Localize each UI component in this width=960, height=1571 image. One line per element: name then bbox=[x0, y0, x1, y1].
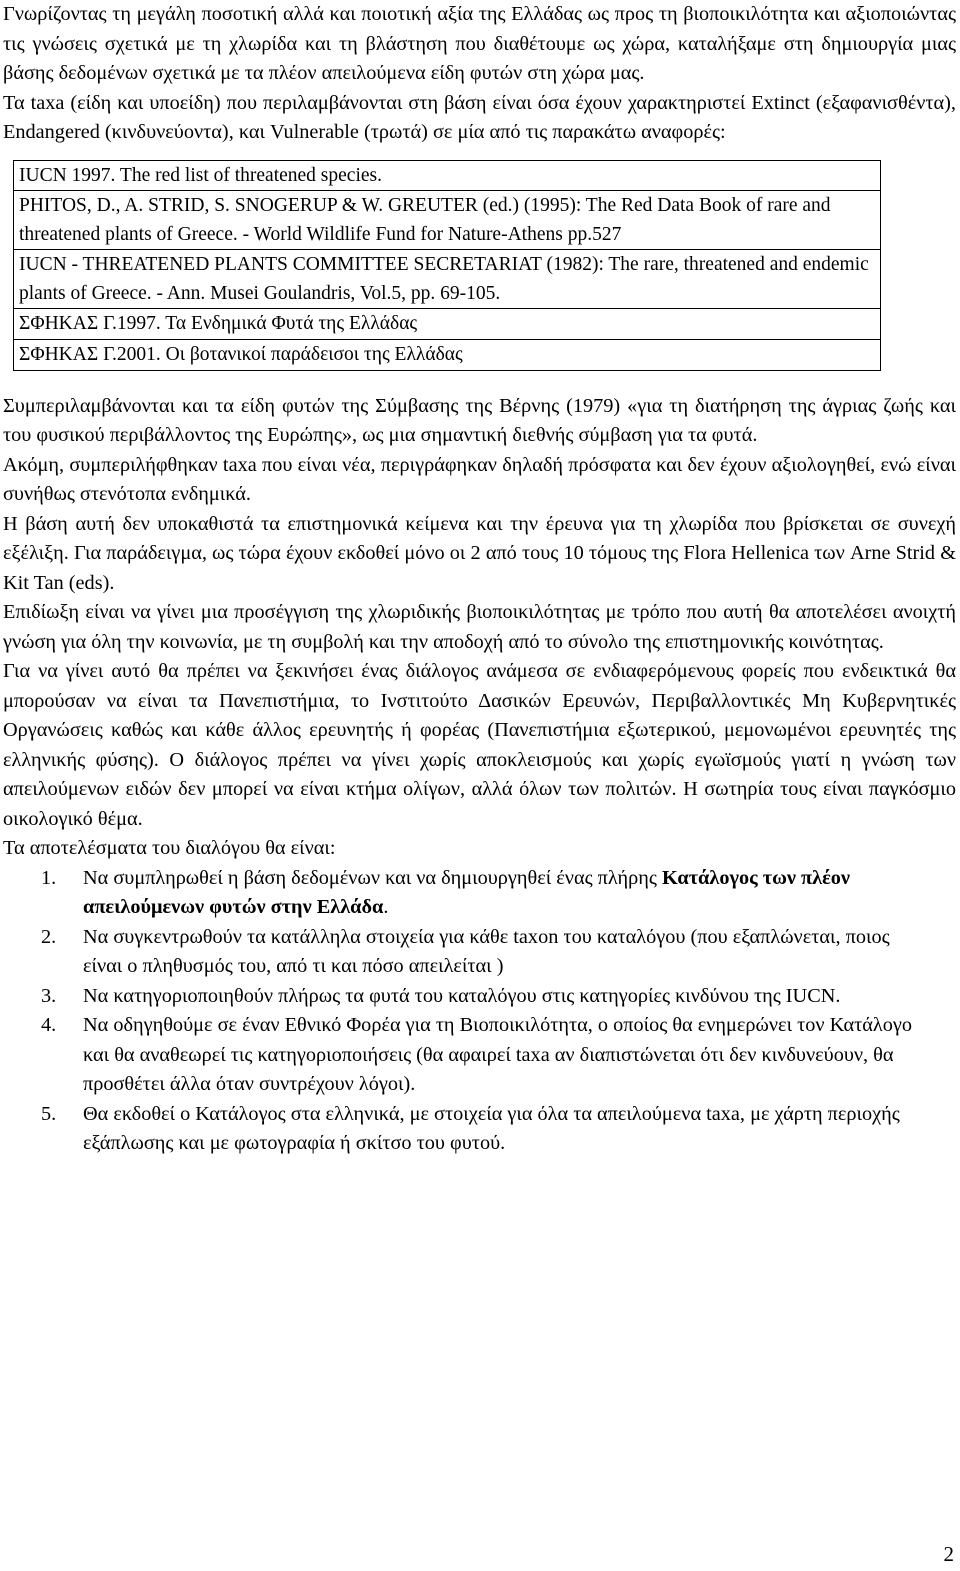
bern-convention-paragraph: Συμπεριλαμβάνονται και τα είδη φυτών της Σύμβασης της Βέρνης (1979) «για τη διατήρηση της άγριας ζωής και του φυσικού περιβάλλοντος της Ευρώπης», ως μια σημαντική διεθνής σύμβαση για τα φυτά. bbox=[3, 394, 956, 447]
table-row bbox=[14, 191, 881, 250]
list-item-text: Να κατηγοριοποιηθούν πλήρως τα φυτά του καταλόγου στις κατηγορίες κινδύνου της IUCN. bbox=[83, 984, 841, 1007]
list-item bbox=[3, 982, 928, 1012]
reference-cell: IUCN 1997. The red list of threatened species. bbox=[14, 160, 881, 191]
dialogue-paragraph: Για να γίνει αυτό θα πρέπει να ξεκινήσει ένας διάλογος ανάμεσα σε ενδιαφερόμενους φορείς που ενδεικτικά θα μπορούσαν να είναι τα Πανεπιστήμια, το Ινστιτούτο Δασικών Ερευνών, Περιβαλλοντικές Μη Κυβερνητικές Οργανώσεις καθώς και κάθε άλλος ερευνητής ή φορέας (Πανεπιστήμια εξωτερικού, μεμονωμένοι ερευνητές της ελληνικής φύσης). Ο διάλογος πρέπει να γίνει χωρίς αποκλεισμούς και χωρίς εγωϊσμούς γιατί η γνώση των απειλούμενων ειδών δεν μπορεί να είναι κτήμα ολίγων, αλλά όλων των πολιτών. Η σωτηρία τους είναι παγκόσμιο οικολογικό θέμα. bbox=[3, 660, 956, 830]
intro-paragraph-1: Γνωρίζοντας τη μεγάλη ποσοτική αλλά και ποιοτική αξία της Ελλάδας ως προς τη βιοποικιλότητα και αξιοποιώντας τις γνώσεις σχετικά με τη χλωρίδα και τη βλάστηση που διαθέτουμε ως χώρα, καταλήξαμε στη δημιουργία μιας βάσης δεδομένων σχετικά με τα πλέον απειλούμενα είδη φυτών στη χώρα μας. bbox=[3, 3, 956, 84]
reference-cell: PHITOS, D., A. STRID, S. SNOGERUP & W. GREUTER (ed.) (1995): The Red Data Book of rare and threatened plants of Greece. - World Wildlife Fund for Nature-Athens pp.527 bbox=[14, 191, 881, 250]
list-item-number: 1. bbox=[41, 866, 57, 889]
list-item-text-end: . bbox=[383, 896, 389, 919]
table-row bbox=[14, 160, 881, 191]
reference-cell: ΣΦΗΚΑΣ Γ.1997. Τα Ενδημικά Φυτά της Ελλάδας bbox=[14, 309, 881, 340]
list-item-bold-text: Κατάλογος των πλέον απειλούμενων φυτών στην Ελλάδα bbox=[83, 866, 850, 919]
table-row bbox=[14, 340, 881, 371]
goal-paragraph: Επιδίωξη είναι να γίνει μια προσέγγιση της χλωριδικής βιοποικιλότητας με τρόπο που αυτή θα αποτελέσει ανοιχτή γνώση για όλη την κοινωνία, με τη συμβολή και την αποδοχή από το σύνολο της επιστημονικής κοινότητας. bbox=[3, 601, 956, 653]
list-item-number: 2. bbox=[41, 925, 57, 948]
document-page bbox=[3, 0, 956, 1159]
list-item bbox=[3, 1100, 928, 1159]
list-item bbox=[3, 864, 928, 923]
list-item-number: 5. bbox=[41, 1102, 57, 1125]
list-item-text: Να συμπληρωθεί η βάση δεδομένων και να δημιουργηθεί ένας πλήρης bbox=[83, 866, 662, 889]
new-taxa-paragraph: Ακόμη, συμπεριλήφθηκαν taxa που είναι νέα, περιγράφηκαν δηλαδή πρόσφατα και δεν έχουν αξιολογηθεί, ενώ είναι συνήθως στενότοπα ενδημικά. bbox=[3, 453, 956, 506]
reference-cell: ΣΦΗΚΑΣ Γ.2001. Οι βοτανικοί παράδεισοι της Ελλάδας bbox=[14, 340, 881, 371]
list-item bbox=[3, 1011, 928, 1100]
results-list bbox=[3, 864, 956, 1159]
list-item-text: Θα εκδοθεί ο Κατάλογος στα ελληνικά, με στοιχεία για όλα τα απειλούμενα taxa, με χάρτη περιοχής εξάπλωσης και με φωτογραφία ή σκίτσο του φυτού. bbox=[83, 1102, 900, 1155]
results-intro: Τα αποτελέσματα του διαλόγου θα είναι: bbox=[3, 837, 336, 860]
list-item-number: 4. bbox=[41, 1014, 57, 1037]
list-item-text: Να οδηγηθούμε σε έναν Εθνικό Φορέα για τη Βιοποικιλότητα, ο οποίος θα ενημερώνει τον Κατάλογο και θα αναθεωρεί τις κατηγοριοποιήσεις (θα αφαιρεί taxa αν διαπιστώνεται ότι δεν κινδυνεύουν, θα προσθέτει άλλα όταν συντρέχουν λόγοι). bbox=[83, 1014, 912, 1096]
page-number: 2 bbox=[943, 1542, 954, 1566]
not-replace-paragraph: Η βάση αυτή δεν υποκαθιστά τα επιστημονικά κείμενα και την έρευνα για τη χλωρίδα που βρίσκεται σε συνεχή εξέλιξη. Για παράδειγμα, ως τώρα έχουν εκδοθεί μόνο οι 2 από τους 10 τόμους της Flora Hellenica των Arne Strid & Kit Tan (eds). bbox=[3, 512, 956, 594]
intro-paragraph-2: Τα taxa (είδη και υποείδη) που περιλαμβάνονται στη βάση είναι όσα έχουν χαρακτηριστεί Extinct (εξαφανισθέντα), Endangered (κινδυνεύοντα), και Vulnerable (τρωτά) σε μία από τις παρακάτω αναφορές: bbox=[3, 91, 956, 143]
list-item bbox=[3, 923, 928, 982]
list-item-text: Να συγκεντρωθούν τα κατάλληλα στοιχεία για κάθε taxon του καταλόγου (που εξαπλώνεται, ποιος είναι ο πληθυσμός του, από τι και πόσο απειλείται ) bbox=[83, 925, 890, 978]
references-table bbox=[13, 160, 881, 371]
reference-cell: IUCN - THREATENED PLANTS COMMITTEE SECRETARIAT (1982): The rare, threatened and endemic plants of Greece. - Ann. Musei Goulandris, Vol.5, pp. 69-105. bbox=[14, 250, 881, 309]
list-item-number: 3. bbox=[41, 984, 57, 1007]
table-row bbox=[14, 250, 881, 309]
table-row bbox=[14, 309, 881, 340]
